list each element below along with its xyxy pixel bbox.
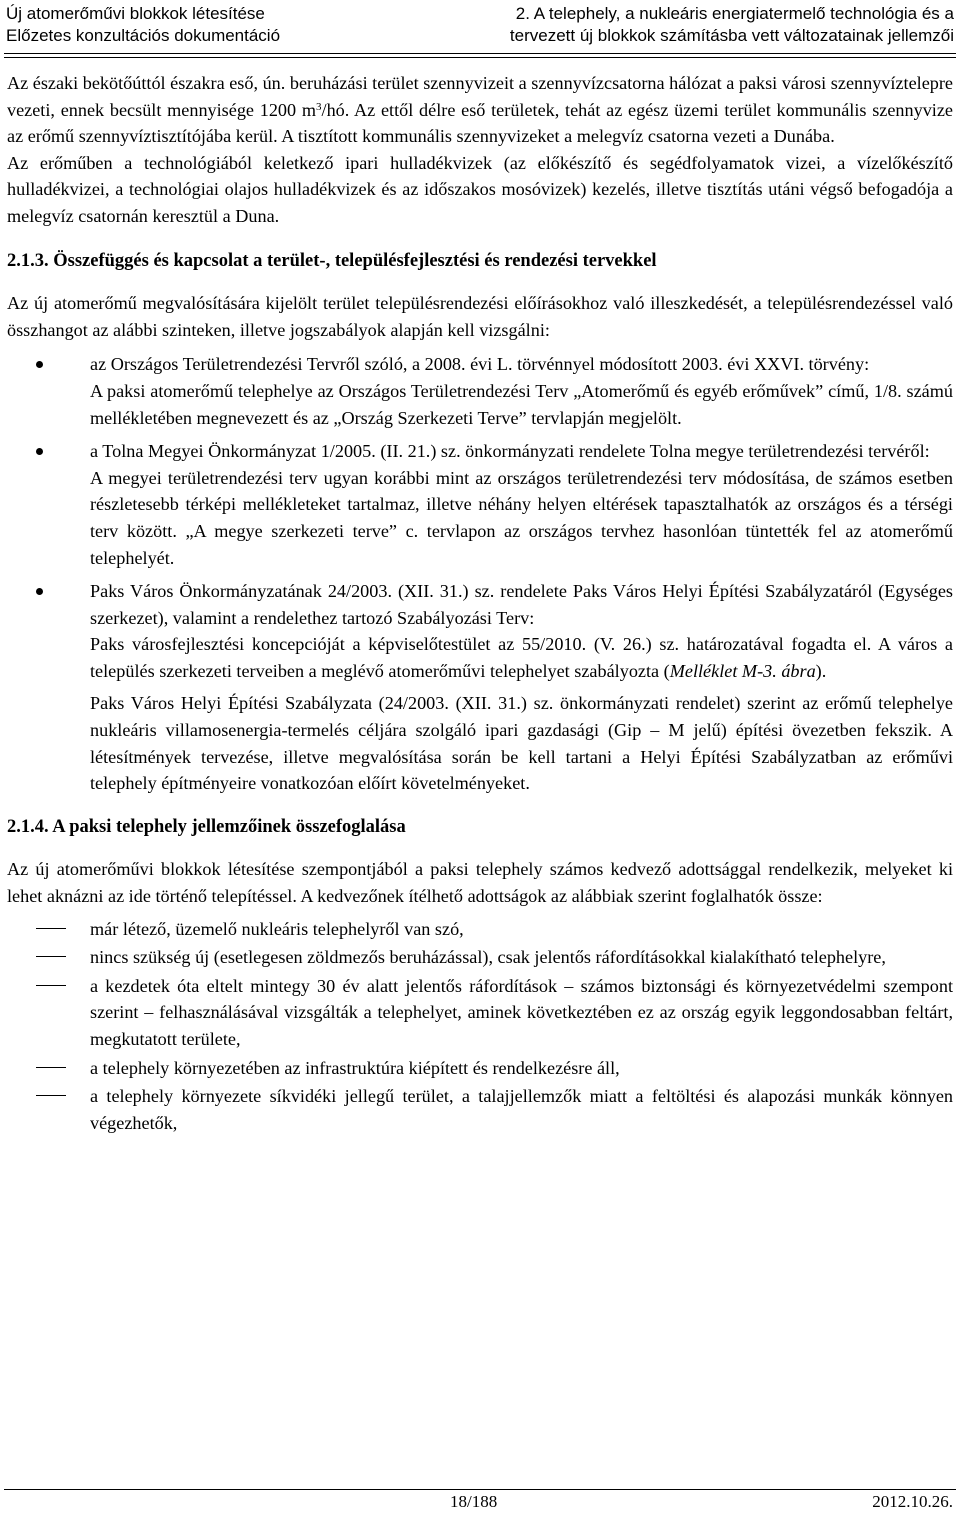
annex-reference: Melléklet M-3. ábra <box>669 660 816 681</box>
dash-marker-icon <box>36 985 66 986</box>
dash-item-text: már létező, üzemelő nukleáris telephelyről van szó, <box>90 918 464 939</box>
bullet-item-county-plan <box>7 438 953 571</box>
bullet-text-post: ). <box>815 660 827 681</box>
header-divider <box>4 53 956 54</box>
dash-item <box>7 944 953 971</box>
bullet-text: A megyei területrendezési terv ugyan korábbi mint az országos területrendezési terv módosítása, de számos esetben részletesebb térképi mellékleteket tartalmaz, illetve néhány helyen eltérések tapasztalhatók az országos és a térségi terv között. „A megye szerkezeti terve” c. tervlapon az országos tervhez hasonlóan tüntették fel az atomerőmű telephelyét. <box>90 467 953 568</box>
header-left <box>6 3 280 47</box>
dash-item-text: a telephely környezete síkvidéki jellegű terület, a talajjellemzők miatt a feltöltési és alapozási munkák könnyen végezhetők, <box>90 1086 953 1133</box>
bullet-lead: a Tolna Megyei Önkormányzat 1/2005. (II. 21.) sz. önkormányzati rendelete Tolna megye területrendezési tervéről: <box>90 441 930 462</box>
section-heading-2-1-3: 2.1.3. Összefüggés és kapcsolat a terület-, településfejlesztési és rendezési tervekkel <box>7 250 657 271</box>
superscript-3: 3 <box>316 100 322 113</box>
bullet-lead: Paks Város Önkormányzatának 24/2003. (XII. 31.) sz. rendelete Paks Város Helyi Építési Szabályzatáról (Egységes szerkezet), valamint a rendelethez tartozó Szabályozási Terv: <box>90 581 953 628</box>
bullet-dot-icon <box>36 361 43 368</box>
header-left-line1: Új atomerőművi blokkok létesítése <box>6 4 265 23</box>
paragraph-planning-intro: Az új atomerőmű megvalósítására kijelölt terület településrendezési előírásokhoz való illeszkedését, a településrendezéssel való összhangot az alábbi szinteken, illetve jogszabályok alapján kell vizsgálni: <box>7 293 953 340</box>
header-right-line1: 2. A telephely, a nukleáris energiatermelő technológia és a <box>515 4 954 23</box>
bullet-list-plans <box>7 351 953 797</box>
header-left-line2: Előzetes konzultációs dokumentáció <box>6 26 281 45</box>
paragraph-wastewater-pre: Az északi bekötőúttól északra eső, ún. beruházási terület szennyvizeit a szennyvízcsatorna hálózat a paksi városi szennyvíztelepre vezeti, ennek becsült mennyisége 1200 m <box>7 73 953 120</box>
dash-item <box>7 916 953 943</box>
document-date: 2012.10.26. <box>872 1492 953 1511</box>
dash-item-text: a telephely környezetében az infrastruktúra kiépített és rendelkezésre áll, <box>90 1057 620 1078</box>
dash-marker-icon <box>36 928 66 929</box>
bullet-lead: az Országos Területrendezési Tervről szóló, a 2008. évi L. törvénnyel módosított 2003. évi XXVI. törvény: <box>90 354 870 375</box>
dash-list-advantages <box>7 916 953 1137</box>
dash-item <box>7 973 953 1053</box>
paragraph-site-summary: Az új atomerőművi blokkok létesítése szempontjából a paksi telephely számos kedvező adottsággal rendelkezik, melyeket ki lehet aknázni az ide történő telepítéssel. A kedvezőnek ítélhető adottságok az alábbiak szerint foglalhatók össze: <box>7 859 953 907</box>
paragraph-wastewater <box>7 70 953 150</box>
page-number: 18/188 <box>450 1492 498 1511</box>
document-body <box>7 70 953 1138</box>
paragraph-wastewater-post: /hó. Az ettől délre eső területek, tehát az egész üzemi terület kommunális szennyvize az erőmű szennyvíztisztítójába kerül. A tisztított kommunális szennyvizeket a melegvíz csatorna vezeti a Dunába. <box>7 99 953 147</box>
header-right-line2: tervezett új blokkok számításba vett változatainak jellemzői <box>509 26 954 45</box>
bullet-text <box>90 631 953 684</box>
header-right <box>510 3 954 47</box>
bullet-text-2: Paks Város Helyi Építési Szabályzata (24/2003. (XII. 31.) sz. önkormányzati rendelet) szerint az erőmű telephelye nukleáris villamosenergia-termelés céljára szolgáló ipari gazdasági (Gip – M jelű) építési övezetben fekszik. A létesítmények tervezése, illetve megvalósítása során be kell tartani a Helyi Építési Szabályzatban az erőművi telephely építményeire vonatkozóan előírt követelményeket. <box>90 693 953 794</box>
bullet-dot-icon <box>36 448 43 455</box>
dash-item <box>7 1055 953 1082</box>
dash-item-text: a kezdetek óta eltelt mintegy 30 év alatt jelentős ráfordítások – számos biztonsági és környezetvédelmi szempont szerint – felhasználásával vizsgálták a telephelyet, aminek következtében ez az ország egyik leggondosabban feltárt, megkutatott területe, <box>90 975 953 1049</box>
bullet-item-national-plan <box>7 351 953 431</box>
paragraph-industrial-wastewater: Az erőműben a technológiából keletkező ipari hulladékvizek (az előkészítő és segédfolyamatok vizei, a vízelőkészítő hulladékvizei, a technológiai olajos hulladékvizek és az időszakos mosóvizek) kezelés, illetve tisztítás utáni végső befogadója a melegvíz csatornán keresztül a Duna. <box>7 152 953 226</box>
bullet-item-town-plan <box>7 578 953 797</box>
bullet-text-pre: Paks városfejlesztési koncepcióját a képviselőtestület az 55/2010. (V. 26.) sz. határozatával fogadta el. A város a település szerkezeti terveiben a meglévő atomerőművi telephelyet szabályozta ( <box>90 634 953 681</box>
header-divider-thin <box>4 57 956 58</box>
footer-divider <box>4 1489 956 1490</box>
dash-item-text: nincs szükség új (esetlegesen zöldmezős beruházással), csak jelentős ráfordításokkal kialakítható telephelyre, <box>90 947 886 968</box>
section-heading-2-1-4: 2.1.4. A paksi telephely jellemzőinek összefoglalása <box>7 816 406 837</box>
bullet-dot-icon <box>36 588 43 595</box>
page-footer <box>0 1491 960 1515</box>
dash-marker-icon <box>36 1067 66 1068</box>
dash-marker-icon <box>36 1095 66 1096</box>
page-header <box>0 0 960 52</box>
dash-marker-icon <box>36 956 66 957</box>
bullet-text: A paksi atomerőmű telephelye az Országos Területrendezési Terv „Atomerőmű és egyéb erőművek” című, 1/8. számú mellékletében megnevezett és az „Ország Szerkezeti Terve” tervlapján megjelölt. <box>90 380 953 428</box>
dash-item <box>7 1083 953 1136</box>
